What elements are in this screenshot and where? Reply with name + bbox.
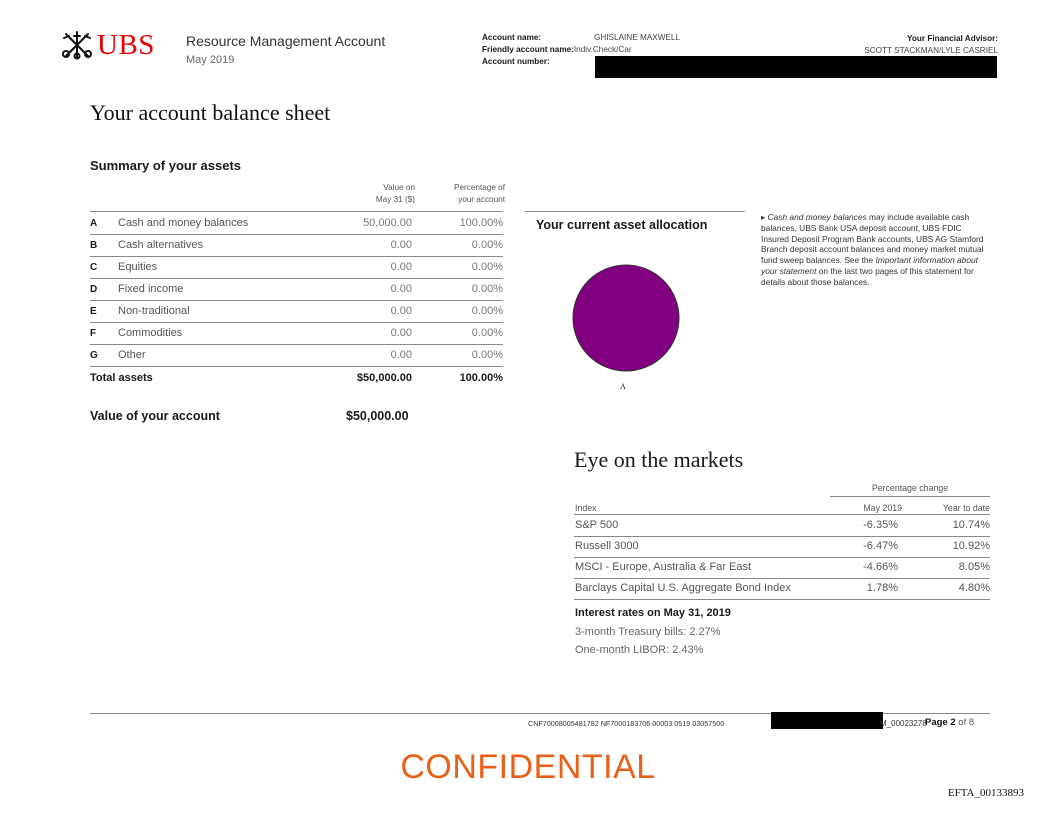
asset-value: 0.00	[390, 305, 412, 317]
asset-percent: 0.00%	[471, 349, 503, 361]
market-index-name: MSCI - Europe, Australia & Far East	[575, 561, 752, 573]
asset-percent: 0.00%	[471, 261, 503, 273]
note-text-2: on the last two pages of this statement for details about those balances.	[761, 265, 974, 287]
asset-name: Cash alternatives	[118, 239, 203, 251]
page-total: of 8	[958, 717, 975, 728]
redaction-footer	[771, 712, 883, 729]
document-id: EFTA_00133893	[947, 787, 1024, 799]
markets-title: Eye on the markets	[574, 447, 744, 472]
asset-letter: B	[90, 240, 98, 251]
financial-advisor	[864, 33, 998, 57]
asset-name: Non-traditional	[118, 305, 190, 317]
asset-row	[90, 211, 503, 235]
allocation-pie-chart	[570, 262, 682, 374]
market-month-change: -4.66%	[863, 561, 898, 573]
asset-percent: 0.00%	[471, 283, 503, 295]
allocation-title: Your current asset allocation	[536, 218, 708, 232]
statement-period: May 2019	[186, 54, 235, 66]
market-row	[574, 516, 990, 537]
asset-letter: D	[90, 284, 98, 295]
asset-name: Other	[118, 349, 146, 361]
asset-row	[90, 344, 503, 367]
total-assets-value: $50,000.00	[356, 372, 412, 384]
note-lead: Cash and money balances	[767, 212, 867, 222]
libor-rate: One-month LIBOR: 2.43%	[575, 644, 704, 656]
asset-value: 0.00	[390, 261, 412, 273]
asset-letter: A	[90, 218, 98, 229]
ubs-logo-text: UBS	[97, 29, 155, 61]
asset-letter: G	[90, 350, 98, 361]
total-assets-row	[90, 372, 503, 388]
pie-slice-a	[573, 265, 679, 371]
market-ytd-change: 8.05%	[958, 561, 990, 573]
market-index-name: S&P 500	[575, 519, 619, 531]
advisor-label: Your Financial Advisor:	[907, 34, 998, 43]
product-name: Resource Management Account	[186, 33, 386, 49]
asset-value: 0.00	[390, 283, 412, 295]
allocation-divider	[525, 211, 745, 212]
market-row	[574, 579, 990, 600]
market-index-name: Russell 3000	[575, 540, 639, 552]
asset-name: Commodities	[118, 327, 183, 339]
markets-header-rule	[574, 514, 990, 515]
friendly-name-label: Friendly account name:	[482, 45, 574, 54]
market-row	[574, 558, 990, 579]
value-header-line1: Value on	[383, 183, 415, 192]
total-assets-label: Total assets	[90, 372, 153, 384]
percent-column-header	[420, 182, 505, 206]
account-name-label: Account name:	[482, 33, 542, 42]
market-month-change: 1.78%	[866, 582, 898, 594]
note-emphasis: Important information about your statement	[761, 255, 978, 276]
asset-letter: F	[90, 328, 97, 339]
note-bullet: ▸	[761, 212, 766, 222]
pct-header-line1: Percentage of	[454, 183, 505, 192]
friendly-name-value: Indiv.Check/Car	[573, 45, 632, 54]
asset-row	[90, 322, 503, 345]
market-ytd-change: 10.92%	[952, 540, 990, 552]
market-ytd-change: 10.74%	[952, 519, 990, 531]
value-column-header	[330, 182, 415, 206]
asset-row	[90, 278, 503, 301]
index-column-header: Index	[575, 503, 597, 513]
month-column-header: May 2019	[863, 503, 902, 513]
page-number	[925, 717, 974, 728]
asset-percent: 0.00%	[471, 239, 503, 251]
asset-name: Cash and money balances	[118, 217, 249, 229]
pie-slice-label: A	[620, 382, 626, 391]
summary-title: Summary of your assets	[90, 158, 242, 173]
asset-name: Fixed income	[118, 283, 184, 295]
market-ytd-change: 4.80%	[958, 582, 990, 594]
account-number-label: Account number:	[482, 57, 550, 66]
ubs-keys-logo-icon	[60, 30, 94, 60]
percent-change-rule	[830, 496, 990, 497]
page-title: Your account balance sheet	[90, 100, 331, 125]
market-month-change: -6.47%	[863, 540, 898, 552]
advisor-name: SCOTT STACKMAN/LYLE CASRIEL	[864, 46, 998, 55]
asset-row	[90, 300, 503, 323]
asset-percent: 100.00%	[459, 217, 503, 229]
page-label: Page	[925, 717, 948, 728]
pct-header-line2: your account	[458, 195, 505, 204]
asset-value: 0.00	[390, 239, 412, 251]
account-value: $50,000.00	[346, 409, 409, 423]
ytd-column-header: Year to date	[942, 503, 990, 513]
asset-name: Equities	[118, 261, 158, 273]
asset-value: 0.00	[390, 327, 412, 339]
treasury-rate: 3-month Treasury bills: 2.27%	[575, 626, 721, 638]
asset-row	[90, 256, 503, 279]
asset-row	[90, 234, 503, 257]
asset-letter: E	[90, 306, 97, 317]
percent-change-header: Percentage change	[871, 483, 949, 493]
interest-rates-title: Interest rates on May 31, 2019	[575, 607, 731, 619]
footer-reference: M_00023278	[880, 719, 927, 728]
market-row	[574, 537, 990, 558]
total-assets-percent: 100.00%	[459, 372, 503, 384]
confidential-stamp: CONFIDENTIAL	[400, 748, 656, 786]
asset-percent: 0.00%	[471, 327, 503, 339]
asset-letter: C	[90, 262, 98, 273]
value-header-line2: May 31 ($)	[375, 195, 415, 204]
account-value-label: Value of your account	[90, 409, 220, 423]
account-name-value: GHISLAINE MAXWELL	[594, 33, 680, 42]
asset-value: 0.00	[390, 349, 412, 361]
footer-code: CNF70008005481782 NF7000183706 00003 0519 03057500	[528, 719, 725, 728]
page-current: 2	[950, 717, 956, 728]
market-month-change: -6.35%	[863, 519, 898, 531]
note-text-1: may include available cash balances, UBS Bank USA deposit account, UBS FDIC Insured Deposit Program Bank accounts, UBS AG Stamford Branch deposit account balances and money market mutual fund sweep balances. See the	[761, 212, 984, 266]
cash-balances-note	[761, 212, 986, 288]
asset-percent: 0.00%	[471, 305, 503, 317]
redaction-account-number	[595, 56, 997, 78]
market-index-name: Barclays Capital U.S. Aggregate Bond Index	[575, 582, 791, 594]
asset-value: 50,000.00	[363, 217, 412, 229]
